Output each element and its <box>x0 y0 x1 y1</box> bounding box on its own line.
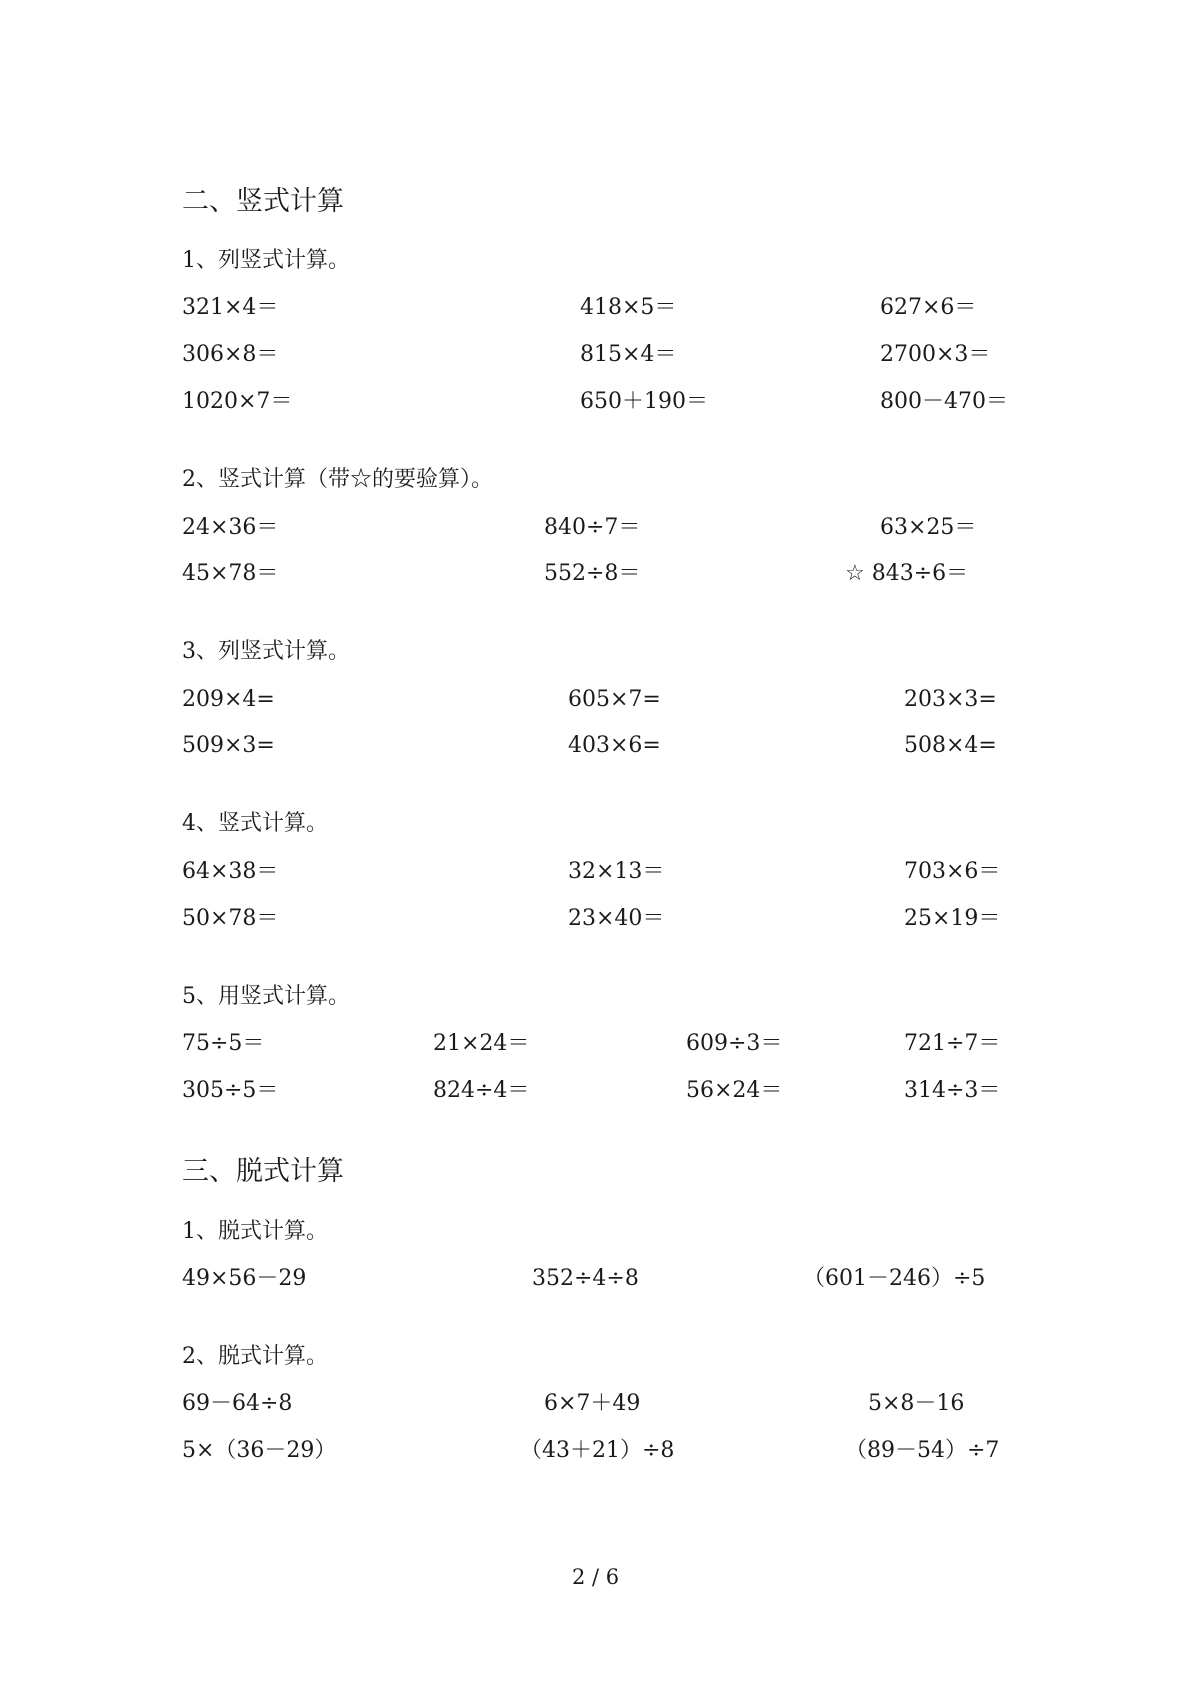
page-number: 2 / 6 <box>572 1565 620 1589</box>
problem: 703×6＝ <box>904 859 1001 884</box>
problem-with-check-star: ☆ 843÷6＝ <box>845 561 969 586</box>
problem: 403×6= <box>568 733 661 758</box>
question-1-title: 1、列竖式计算。 <box>182 248 350 273</box>
problem: 32×13＝ <box>568 859 665 884</box>
problem: 56×24＝ <box>686 1078 783 1103</box>
problem: 25×19＝ <box>904 906 1001 931</box>
problem: 69－64÷8 <box>182 1391 293 1416</box>
problem: 418×5＝ <box>580 295 677 320</box>
problem: 800－470＝ <box>880 389 1008 414</box>
problem: 650＋190＝ <box>580 389 708 414</box>
problem: 5×8－16 <box>868 1391 965 1416</box>
problem: 1020×7＝ <box>182 389 293 414</box>
question-3-title: 3、列竖式计算。 <box>182 639 350 664</box>
section-title-step-calculation: 三、脱式计算 <box>182 1156 344 1187</box>
problem: 840÷7＝ <box>544 515 641 540</box>
problem: 203×3= <box>904 687 997 712</box>
problem: 45×78＝ <box>182 561 279 586</box>
problem: 6×7＋49 <box>544 1391 641 1416</box>
problem: 314÷3＝ <box>904 1078 1001 1103</box>
problem: 75÷5＝ <box>182 1031 265 1056</box>
problem: 721÷7＝ <box>904 1031 1001 1056</box>
question-4-title: 4、竖式计算。 <box>182 811 328 836</box>
question-2-title: 2、脱式计算。 <box>182 1344 328 1369</box>
section-title-vertical-calculation: 二、竖式计算 <box>182 186 344 217</box>
problem: 305÷5＝ <box>182 1078 279 1103</box>
problem: 609÷3＝ <box>686 1031 783 1056</box>
problem: 306×8＝ <box>182 342 279 367</box>
problem: 50×78＝ <box>182 906 279 931</box>
problem: （43＋21）÷8 <box>520 1438 675 1463</box>
problem: 509×3= <box>182 733 275 758</box>
problem: 64×38＝ <box>182 859 279 884</box>
question-1-title: 1、脱式计算。 <box>182 1219 328 1244</box>
problem: 605×7= <box>568 687 661 712</box>
problem: 24×36＝ <box>182 515 279 540</box>
problem: 321×4＝ <box>182 295 279 320</box>
question-5-title: 5、用竖式计算。 <box>182 984 350 1009</box>
problem: 5×（36－29） <box>182 1438 337 1463</box>
problem: 824÷4＝ <box>433 1078 530 1103</box>
problem: 627×6＝ <box>880 295 977 320</box>
question-2-title: 2、竖式计算（带☆的要验算）。 <box>182 467 493 492</box>
problem: 815×4＝ <box>580 342 677 367</box>
problem: 23×40＝ <box>568 906 665 931</box>
problem: 63×25＝ <box>880 515 977 540</box>
problem: 2700×3＝ <box>880 342 991 367</box>
problem: 49×56－29 <box>182 1266 307 1291</box>
problem: 209×4= <box>182 687 275 712</box>
problem: （89－54）÷7 <box>845 1438 1000 1463</box>
problem: 552÷8＝ <box>544 561 641 586</box>
problem: （601－246）÷5 <box>803 1266 986 1291</box>
problem: 21×24＝ <box>433 1031 530 1056</box>
problem: 352÷4÷8 <box>532 1266 639 1291</box>
problem: 508×4= <box>904 733 997 758</box>
